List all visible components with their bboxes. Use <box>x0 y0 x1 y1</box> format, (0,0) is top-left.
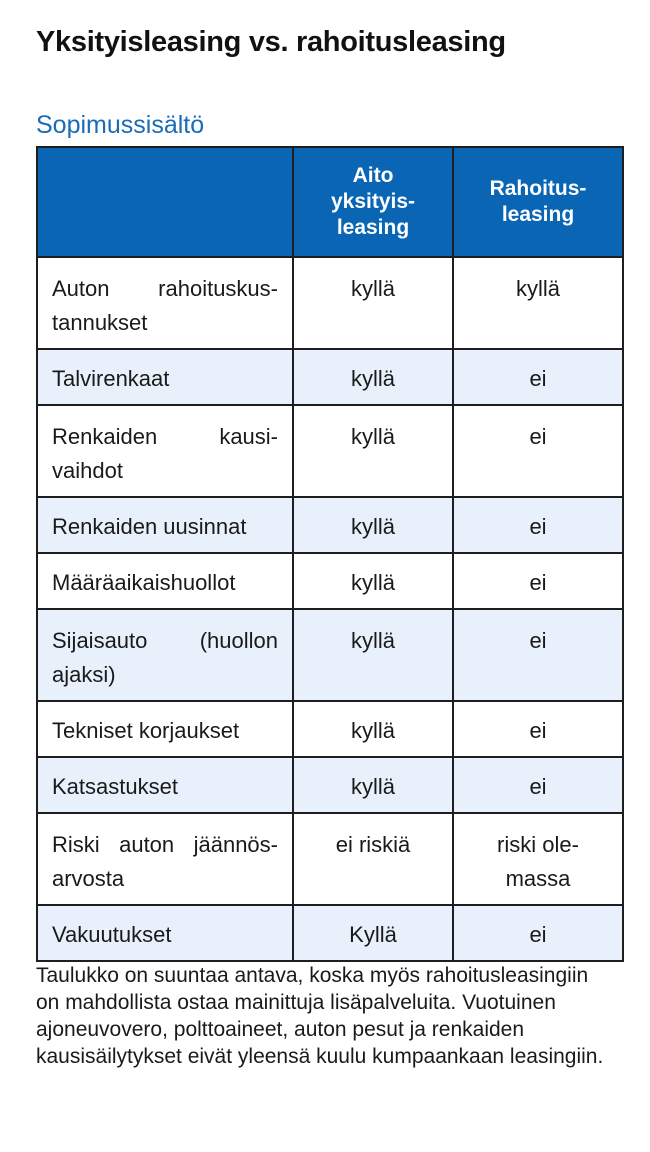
rahoitus-value: ei <box>453 405 623 497</box>
row-label: Renkaiden uusinnat <box>37 497 293 553</box>
table-row <box>37 905 623 961</box>
rahoitus-value: riski ole-massa <box>453 813 623 905</box>
row-label: Määräaikaishuollot <box>37 553 293 609</box>
aito-value: kyllä <box>293 405 453 497</box>
table-row <box>37 701 623 757</box>
aito-value: kyllä <box>293 757 453 813</box>
aito-value: ei riskiä <box>293 813 453 905</box>
table-row <box>37 257 623 349</box>
aito-value: kyllä <box>293 497 453 553</box>
row-label: Sijaisauto (huollon ajaksi) <box>37 609 293 701</box>
table-row <box>37 497 623 553</box>
footnote: Taulukko on suuntaa antava, koska myös rahoitusleasingiin on mahdollista ostaa mainittuja lisäpalveluita. Vuotuinen ajoneuvovero, polttoaineet, auton pesut ja renkaiden kausisäilytykset eivät yleensä kuulu kumpaankaan leasingiin. <box>36 964 604 1068</box>
header-line: yksityis- <box>330 190 416 213</box>
table-row <box>37 757 623 813</box>
rahoitus-value: ei <box>453 905 623 961</box>
row-label: Renkaiden kausi-vaihdot <box>37 405 293 497</box>
table-row <box>37 553 623 609</box>
row-label: Tekniset korjaukset <box>37 701 293 757</box>
table-header-row <box>37 147 623 257</box>
rahoitus-value: ei <box>453 497 623 553</box>
aito-value: kyllä <box>293 349 453 405</box>
table-row <box>37 349 623 405</box>
header-rahoitusleasing <box>453 147 623 257</box>
rahoitus-value: ei <box>453 349 623 405</box>
header-empty-cell <box>37 147 293 257</box>
row-label: Vakuutukset <box>37 905 293 961</box>
header-aito-yksityisleasing <box>293 147 453 257</box>
aito-value: kyllä <box>293 609 453 701</box>
aito-value: Kyllä <box>293 905 453 961</box>
aito-value: kyllä <box>293 257 453 349</box>
header-line: leasing <box>336 216 410 239</box>
aito-value: kyllä <box>293 553 453 609</box>
header-line: Rahoitus- <box>489 177 587 200</box>
comparison-table <box>36 146 624 962</box>
section-title: Sopimussisältö <box>36 111 205 139</box>
rahoitus-value: ei <box>453 757 623 813</box>
row-label: Talvirenkaat <box>37 349 293 405</box>
aito-value: kyllä <box>293 701 453 757</box>
rahoitus-value: kyllä <box>453 257 623 349</box>
row-label: Auton rahoituskus-tannukset <box>37 257 293 349</box>
page-title: Yksityisleasing vs. rahoitusleasing <box>36 26 506 58</box>
rahoitus-value: ei <box>453 553 623 609</box>
header-line: leasing <box>501 203 575 226</box>
rahoitus-value: ei <box>453 609 623 701</box>
rahoitus-value: ei <box>453 701 623 757</box>
table-row <box>37 609 623 701</box>
header-line: Aito <box>352 164 394 187</box>
table-row <box>37 813 623 905</box>
row-label: Katsastukset <box>37 757 293 813</box>
table-row <box>37 405 623 497</box>
row-label: Riski auton jäännös-arvosta <box>37 813 293 905</box>
